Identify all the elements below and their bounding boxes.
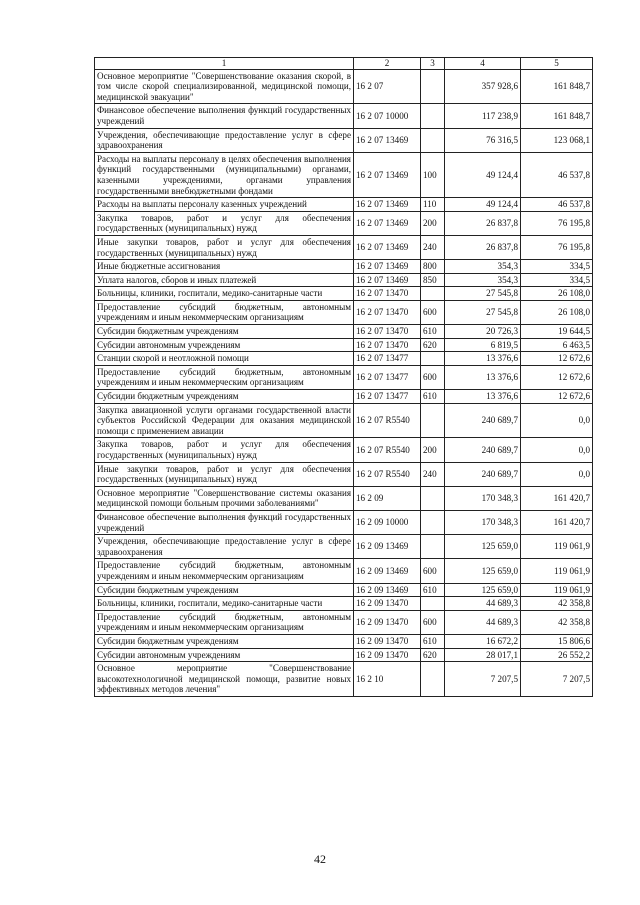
table-row bbox=[95, 662, 593, 697]
row-code-cell: 16 2 07 13477 bbox=[354, 365, 421, 389]
row-expense-type-cell: 620 bbox=[421, 648, 445, 662]
row-value-col5-cell: 161 420,7 bbox=[521, 486, 593, 510]
row-code-cell: 16 2 07 13470 bbox=[354, 287, 421, 301]
table-row bbox=[95, 403, 593, 438]
row-code-cell: 16 2 07 13469 bbox=[354, 198, 421, 212]
row-expense-type-cell bbox=[421, 403, 445, 438]
row-code-cell: 16 2 07 13469 bbox=[354, 235, 421, 259]
row-value-col5-cell: 123 068,1 bbox=[521, 128, 593, 152]
row-value-col5-cell: 12 672,6 bbox=[521, 390, 593, 404]
row-value-col4-cell: 20 726,3 bbox=[445, 325, 521, 339]
row-value-col4-cell: 240 689,7 bbox=[445, 403, 521, 438]
row-value-col4-cell: 13 376,6 bbox=[445, 390, 521, 404]
table-row bbox=[95, 128, 593, 152]
row-code-cell: 16 2 09 10000 bbox=[354, 510, 421, 534]
row-code-cell: 16 2 07 10000 bbox=[354, 104, 421, 128]
table-row bbox=[95, 559, 593, 583]
row-value-col4-cell: 354,3 bbox=[445, 260, 521, 274]
row-value-col4-cell: 170 348,3 bbox=[445, 510, 521, 534]
row-code-cell: 16 2 07 R5540 bbox=[354, 403, 421, 438]
row-value-col4-cell: 125 659,0 bbox=[445, 535, 521, 559]
table-row bbox=[95, 510, 593, 534]
row-value-col5-cell: 161 848,7 bbox=[521, 104, 593, 128]
row-value-col4-cell: 27 545,8 bbox=[445, 287, 521, 301]
row-value-col5-cell: 0,0 bbox=[521, 462, 593, 486]
row-value-col5-cell: 334,5 bbox=[521, 273, 593, 287]
row-expense-type-cell bbox=[421, 287, 445, 301]
row-name-cell: Субсидии автономным учреждениям bbox=[95, 338, 354, 352]
row-value-col5-cell: 161 848,7 bbox=[521, 69, 593, 104]
row-name-cell: Субсидии бюджетным учреждениям bbox=[95, 634, 354, 648]
row-expense-type-cell: 610 bbox=[421, 634, 445, 648]
table-row bbox=[95, 325, 593, 339]
row-name-cell: Станции скорой и неотложной помощи bbox=[95, 352, 354, 366]
row-value-col4-cell: 28 017,1 bbox=[445, 648, 521, 662]
row-code-cell: 16 2 09 13470 bbox=[354, 597, 421, 611]
row-value-col4-cell: 354,3 bbox=[445, 273, 521, 287]
table-row bbox=[95, 535, 593, 559]
table-row bbox=[95, 486, 593, 510]
row-value-col4-cell: 13 376,6 bbox=[445, 352, 521, 366]
row-value-col5-cell: 15 806,6 bbox=[521, 634, 593, 648]
table-row bbox=[95, 462, 593, 486]
row-code-cell: 16 2 07 bbox=[354, 69, 421, 104]
table-row bbox=[95, 583, 593, 597]
row-name-cell: Основное мероприятие "Совершенствование высокотехнологичной медицинской помощи, развитие новых эффективных методов лечения" bbox=[95, 662, 354, 697]
row-value-col4-cell: 125 659,0 bbox=[445, 559, 521, 583]
row-name-cell: Финансовое обеспечение выполнения функций государственных учреждений bbox=[95, 104, 354, 128]
row-value-col4-cell: 49 124,4 bbox=[445, 198, 521, 212]
row-value-col4-cell: 240 689,7 bbox=[445, 462, 521, 486]
row-expense-type-cell bbox=[421, 104, 445, 128]
row-value-col4-cell: 125 659,0 bbox=[445, 583, 521, 597]
row-code-cell: 16 2 07 13470 bbox=[354, 338, 421, 352]
row-value-col5-cell: 19 644,5 bbox=[521, 325, 593, 339]
row-name-cell: Учреждения, обеспечивающие предоставление услуг в сфере здравоохранения bbox=[95, 535, 354, 559]
row-value-col4-cell: 117 238,9 bbox=[445, 104, 521, 128]
row-value-col4-cell: 26 837,8 bbox=[445, 235, 521, 259]
row-expense-type-cell bbox=[421, 662, 445, 697]
row-value-col4-cell: 6 819,5 bbox=[445, 338, 521, 352]
row-value-col4-cell: 16 672,2 bbox=[445, 634, 521, 648]
budget-table bbox=[94, 57, 593, 697]
header-col-5: 5 bbox=[521, 58, 593, 70]
row-value-col4-cell: 240 689,7 bbox=[445, 438, 521, 462]
row-value-col4-cell: 7 207,5 bbox=[445, 662, 521, 697]
row-name-cell: Учреждения, обеспечивающие предоставление услуг в сфере здравоохранения bbox=[95, 128, 354, 152]
row-name-cell: Финансовое обеспечение выполнения функций государственных учреждений bbox=[95, 510, 354, 534]
row-expense-type-cell bbox=[421, 352, 445, 366]
row-value-col4-cell: 26 837,8 bbox=[445, 211, 521, 235]
row-code-cell: 16 2 09 13470 bbox=[354, 610, 421, 634]
row-code-cell: 16 2 07 13469 bbox=[354, 152, 421, 197]
row-value-col5-cell: 119 061,9 bbox=[521, 559, 593, 583]
row-name-cell: Иные бюджетные ассигнования bbox=[95, 260, 354, 274]
row-name-cell: Больницы, клиники, госпитали, медико-санитарные части bbox=[95, 597, 354, 611]
row-expense-type-cell: 600 bbox=[421, 559, 445, 583]
row-expense-type-cell: 240 bbox=[421, 235, 445, 259]
page-number: 42 bbox=[314, 852, 326, 866]
row-expense-type-cell: 850 bbox=[421, 273, 445, 287]
row-code-cell: 16 2 09 13469 bbox=[354, 559, 421, 583]
row-name-cell: Иные закупки товаров, работ и услуг для обеспечения государственных (муниципальных) нужд bbox=[95, 462, 354, 486]
row-code-cell: 16 2 07 13469 bbox=[354, 273, 421, 287]
row-value-col5-cell: 6 463,5 bbox=[521, 338, 593, 352]
row-code-cell: 16 2 07 R5540 bbox=[354, 462, 421, 486]
table-row bbox=[95, 634, 593, 648]
row-code-cell: 16 2 07 13469 bbox=[354, 260, 421, 274]
row-value-col4-cell: 76 316,5 bbox=[445, 128, 521, 152]
row-name-cell: Больницы, клиники, госпитали, медико-санитарные части bbox=[95, 287, 354, 301]
table-row bbox=[95, 152, 593, 197]
row-code-cell: 16 2 07 13470 bbox=[354, 325, 421, 339]
row-value-col5-cell: 26 108,0 bbox=[521, 300, 593, 324]
row-value-col5-cell: 12 672,6 bbox=[521, 365, 593, 389]
row-code-cell: 16 2 07 13470 bbox=[354, 300, 421, 324]
row-code-cell: 16 2 07 13477 bbox=[354, 352, 421, 366]
table-row bbox=[95, 365, 593, 389]
row-name-cell: Расходы на выплаты персоналу в целях обеспечения выполнения функций государственными (муниципальными) органами, казенными учреждениями, органами управления государственными внебюджетными фондами bbox=[95, 152, 354, 197]
row-value-col5-cell: 0,0 bbox=[521, 438, 593, 462]
table-header-row bbox=[95, 58, 593, 70]
header-col-1: 1 bbox=[95, 58, 354, 70]
row-expense-type-cell bbox=[421, 69, 445, 104]
table-row bbox=[95, 648, 593, 662]
row-value-col5-cell: 42 358,8 bbox=[521, 610, 593, 634]
row-name-cell: Предоставление субсидий бюджетным, автономным учреждениям и иным некоммерческим организациям bbox=[95, 300, 354, 324]
row-expense-type-cell bbox=[421, 486, 445, 510]
row-code-cell: 16 2 09 13469 bbox=[354, 535, 421, 559]
table-row bbox=[95, 273, 593, 287]
row-code-cell: 16 2 09 13470 bbox=[354, 648, 421, 662]
row-name-cell: Субсидии бюджетным учреждениям bbox=[95, 390, 354, 404]
row-code-cell: 16 2 07 13477 bbox=[354, 390, 421, 404]
row-value-col5-cell: 7 207,5 bbox=[521, 662, 593, 697]
row-code-cell: 16 2 09 13470 bbox=[354, 634, 421, 648]
row-expense-type-cell: 610 bbox=[421, 583, 445, 597]
row-expense-type-cell: 110 bbox=[421, 198, 445, 212]
row-value-col5-cell: 76 195,8 bbox=[521, 235, 593, 259]
table-body bbox=[95, 69, 593, 696]
row-value-col5-cell: 119 061,9 bbox=[521, 583, 593, 597]
row-value-col4-cell: 357 928,6 bbox=[445, 69, 521, 104]
row-expense-type-cell: 800 bbox=[421, 260, 445, 274]
table-row bbox=[95, 211, 593, 235]
row-value-col4-cell: 44 689,3 bbox=[445, 597, 521, 611]
row-expense-type-cell: 620 bbox=[421, 338, 445, 352]
row-value-col5-cell: 334,5 bbox=[521, 260, 593, 274]
table-row bbox=[95, 438, 593, 462]
row-name-cell: Иные закупки товаров, работ и услуг для обеспечения государственных (муниципальных) нужд bbox=[95, 235, 354, 259]
table-row bbox=[95, 198, 593, 212]
row-expense-type-cell: 610 bbox=[421, 390, 445, 404]
row-value-col5-cell: 42 358,8 bbox=[521, 597, 593, 611]
row-name-cell: Уплата налогов, сборов и иных платежей bbox=[95, 273, 354, 287]
row-value-col5-cell: 46 537,8 bbox=[521, 152, 593, 197]
row-value-col4-cell: 13 376,6 bbox=[445, 365, 521, 389]
row-name-cell: Предоставление субсидий бюджетным, автономным учреждениям и иным некоммерческим организациям bbox=[95, 365, 354, 389]
row-value-col5-cell: 12 672,6 bbox=[521, 352, 593, 366]
row-name-cell: Основное мероприятие "Совершенствование оказания скорой, в том числе скорой специализированной, медицинской помощи, медицинской эвакуации" bbox=[95, 69, 354, 104]
table-row bbox=[95, 287, 593, 301]
row-name-cell: Основное мероприятие "Совершенствование системы оказания медицинской помощи больным прочими заболеваниями" bbox=[95, 486, 354, 510]
table-row bbox=[95, 338, 593, 352]
row-expense-type-cell: 100 bbox=[421, 152, 445, 197]
table-row bbox=[95, 610, 593, 634]
table-row bbox=[95, 352, 593, 366]
header-col-2: 2 bbox=[354, 58, 421, 70]
row-value-col5-cell: 76 195,8 bbox=[521, 211, 593, 235]
row-value-col5-cell: 26 552,2 bbox=[521, 648, 593, 662]
table-row bbox=[95, 300, 593, 324]
row-name-cell: Субсидии бюджетным учреждениям bbox=[95, 325, 354, 339]
row-code-cell: 16 2 07 13469 bbox=[354, 128, 421, 152]
row-expense-type-cell: 240 bbox=[421, 462, 445, 486]
header-col-3: 3 bbox=[421, 58, 445, 70]
row-expense-type-cell bbox=[421, 597, 445, 611]
row-name-cell: Субсидии автономным учреждениям bbox=[95, 648, 354, 662]
table-row bbox=[95, 260, 593, 274]
row-expense-type-cell: 600 bbox=[421, 300, 445, 324]
row-name-cell: Закупка товаров, работ и услуг для обеспечения государственных (муниципальных) нужд bbox=[95, 211, 354, 235]
row-expense-type-cell bbox=[421, 510, 445, 534]
row-name-cell: Закупка авиационной услуги органами государственной власти субъектов Российской Федерации для оказания медицинской помощи с применением авиации bbox=[95, 403, 354, 438]
row-value-col5-cell: 0,0 bbox=[521, 403, 593, 438]
row-code-cell: 16 2 09 13469 bbox=[354, 583, 421, 597]
row-value-col5-cell: 161 420,7 bbox=[521, 510, 593, 534]
header-col-4: 4 bbox=[445, 58, 521, 70]
row-expense-type-cell: 200 bbox=[421, 438, 445, 462]
row-name-cell: Предоставление субсидий бюджетным, автономным учреждениям и иным некоммерческим организациям bbox=[95, 610, 354, 634]
row-value-col4-cell: 44 689,3 bbox=[445, 610, 521, 634]
row-expense-type-cell: 200 bbox=[421, 211, 445, 235]
row-value-col5-cell: 119 061,9 bbox=[521, 535, 593, 559]
row-code-cell: 16 2 07 13469 bbox=[354, 211, 421, 235]
table-row bbox=[95, 390, 593, 404]
table-row bbox=[95, 597, 593, 611]
row-code-cell: 16 2 10 bbox=[354, 662, 421, 697]
row-expense-type-cell: 600 bbox=[421, 365, 445, 389]
table-row bbox=[95, 69, 593, 104]
row-value-col4-cell: 49 124,4 bbox=[445, 152, 521, 197]
row-expense-type-cell bbox=[421, 535, 445, 559]
table-row bbox=[95, 104, 593, 128]
row-value-col5-cell: 26 108,0 bbox=[521, 287, 593, 301]
row-name-cell: Закупка товаров, работ и услуг для обеспечения государственных (муниципальных) нужд bbox=[95, 438, 354, 462]
row-code-cell: 16 2 07 R5540 bbox=[354, 438, 421, 462]
row-expense-type-cell bbox=[421, 128, 445, 152]
row-value-col4-cell: 170 348,3 bbox=[445, 486, 521, 510]
table-row bbox=[95, 235, 593, 259]
row-name-cell: Субсидии бюджетным учреждениям bbox=[95, 583, 354, 597]
row-expense-type-cell: 610 bbox=[421, 325, 445, 339]
row-name-cell: Предоставление субсидий бюджетным, автономным учреждениям и иным некоммерческим организациям bbox=[95, 559, 354, 583]
row-expense-type-cell: 600 bbox=[421, 610, 445, 634]
row-value-col5-cell: 46 537,8 bbox=[521, 198, 593, 212]
row-name-cell: Расходы на выплаты персоналу казенных учреждений bbox=[95, 198, 354, 212]
row-code-cell: 16 2 09 bbox=[354, 486, 421, 510]
row-value-col4-cell: 27 545,8 bbox=[445, 300, 521, 324]
